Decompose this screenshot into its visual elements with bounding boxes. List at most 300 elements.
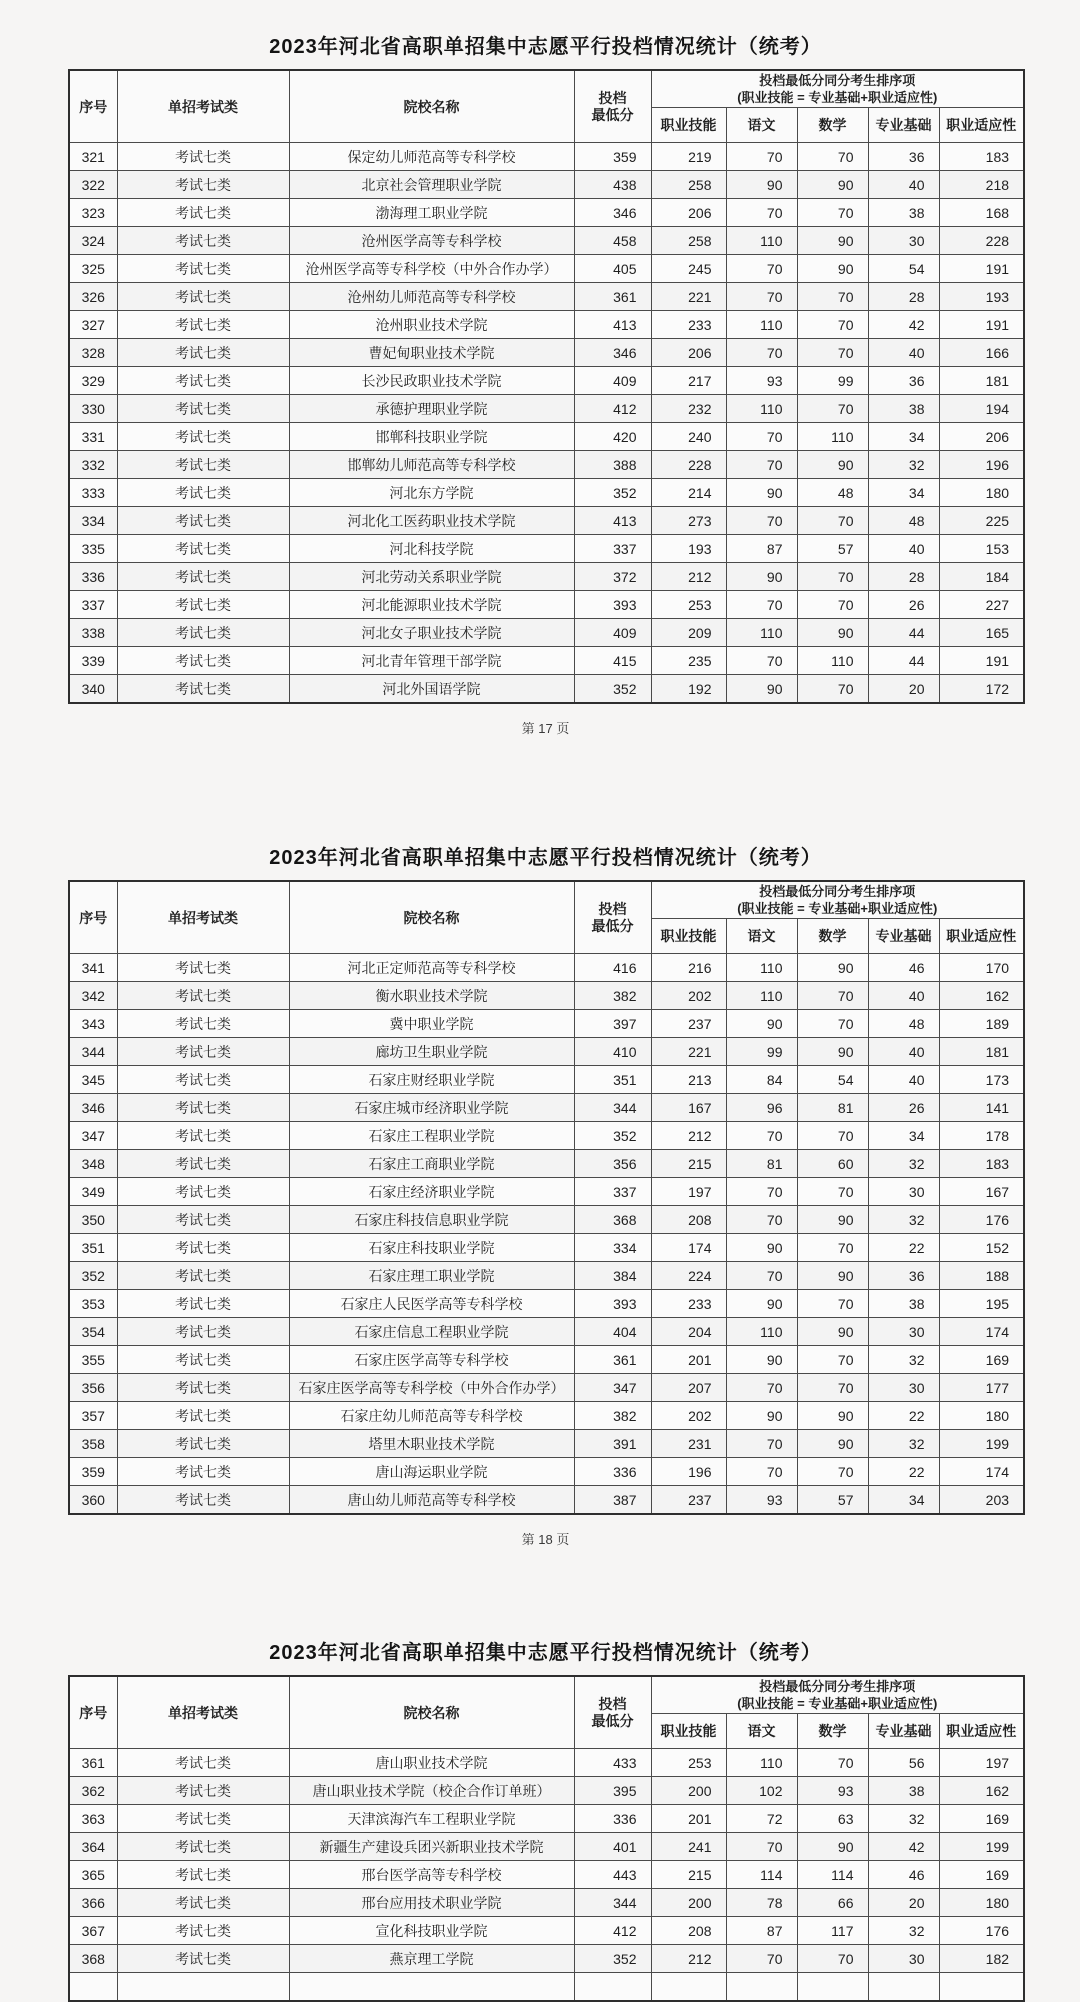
math-cell: 99 bbox=[797, 367, 868, 395]
professional-basis-cell: 54 bbox=[868, 255, 939, 283]
table-row bbox=[69, 1861, 1024, 1889]
empty-cell bbox=[868, 1973, 939, 2002]
math-cell: 70 bbox=[797, 1458, 868, 1486]
professional-adaptability-cell: 172 bbox=[939, 675, 1024, 704]
seq-cell: 345 bbox=[69, 1066, 117, 1094]
chinese-cell: 70 bbox=[726, 423, 797, 451]
chinese-cell: 96 bbox=[726, 1094, 797, 1122]
math-cell: 90 bbox=[797, 1206, 868, 1234]
category-cell: 考试七类 bbox=[117, 227, 289, 255]
professional-adaptability-cell: 180 bbox=[939, 1402, 1024, 1430]
col-header-professional-adaptability: 职业适应性 bbox=[939, 1714, 1024, 1749]
professional-adaptability-cell: 181 bbox=[939, 367, 1024, 395]
seq-cell: 344 bbox=[69, 1038, 117, 1066]
min-score-cell: 409 bbox=[574, 367, 651, 395]
professional-basis-cell: 46 bbox=[868, 954, 939, 982]
chinese-cell: 70 bbox=[726, 1458, 797, 1486]
empty-cell bbox=[651, 1973, 726, 2002]
school-cell: 衡水职业技术学院 bbox=[289, 982, 574, 1010]
vocational-skill-cell: 216 bbox=[651, 954, 726, 982]
professional-adaptability-cell: 228 bbox=[939, 227, 1024, 255]
professional-basis-cell: 30 bbox=[868, 1178, 939, 1206]
seq-cell: 358 bbox=[69, 1430, 117, 1458]
professional-adaptability-cell: 181 bbox=[939, 1038, 1024, 1066]
professional-adaptability-cell: 180 bbox=[939, 479, 1024, 507]
col-header-vocational-skill: 职业技能 bbox=[651, 1714, 726, 1749]
chinese-cell: 90 bbox=[726, 1290, 797, 1318]
category-cell: 考试七类 bbox=[117, 1402, 289, 1430]
professional-basis-cell: 36 bbox=[868, 367, 939, 395]
chinese-cell: 70 bbox=[726, 1945, 797, 1973]
vocational-skill-cell: 206 bbox=[651, 339, 726, 367]
table-row bbox=[69, 647, 1024, 675]
vocational-skill-cell: 214 bbox=[651, 479, 726, 507]
math-cell: 70 bbox=[797, 1178, 868, 1206]
professional-basis-cell: 32 bbox=[868, 1206, 939, 1234]
chinese-cell: 110 bbox=[726, 619, 797, 647]
math-cell: 48 bbox=[797, 479, 868, 507]
seq-cell: 343 bbox=[69, 1010, 117, 1038]
chinese-cell: 110 bbox=[726, 227, 797, 255]
chinese-cell: 90 bbox=[726, 675, 797, 704]
professional-basis-cell: 38 bbox=[868, 1777, 939, 1805]
vocational-skill-cell: 231 bbox=[651, 1430, 726, 1458]
table-row bbox=[69, 1833, 1024, 1861]
vocational-skill-cell: 273 bbox=[651, 507, 726, 535]
professional-basis-cell: 32 bbox=[868, 1917, 939, 1945]
vocational-skill-cell: 204 bbox=[651, 1318, 726, 1346]
table-row bbox=[69, 1262, 1024, 1290]
professional-adaptability-cell: 177 bbox=[939, 1374, 1024, 1402]
category-cell: 考试七类 bbox=[117, 1346, 289, 1374]
category-cell: 考试七类 bbox=[117, 1805, 289, 1833]
seq-cell: 366 bbox=[69, 1889, 117, 1917]
col-header-professional-basis: 专业基础 bbox=[868, 919, 939, 954]
school-cell: 廊坊卫生职业学院 bbox=[289, 1038, 574, 1066]
category-cell: 考试七类 bbox=[117, 1430, 289, 1458]
col-header-min-score: 投档 最低分 bbox=[574, 881, 651, 954]
school-cell: 沧州医学高等专科学校 bbox=[289, 227, 574, 255]
min-score-cell: 344 bbox=[574, 1889, 651, 1917]
seq-cell: 341 bbox=[69, 954, 117, 982]
category-cell: 考试七类 bbox=[117, 1010, 289, 1038]
professional-basis-cell: 46 bbox=[868, 1861, 939, 1889]
chinese-cell: 70 bbox=[726, 647, 797, 675]
min-score-cell: 412 bbox=[574, 395, 651, 423]
category-cell: 考试七类 bbox=[117, 535, 289, 563]
professional-adaptability-cell: 218 bbox=[939, 171, 1024, 199]
vocational-skill-cell: 201 bbox=[651, 1346, 726, 1374]
chinese-cell: 70 bbox=[726, 1206, 797, 1234]
math-cell: 90 bbox=[797, 1262, 868, 1290]
school-cell: 唐山海运职业学院 bbox=[289, 1458, 574, 1486]
school-cell: 唐山职业技术学院（校企合作订单班） bbox=[289, 1777, 574, 1805]
professional-adaptability-cell: 162 bbox=[939, 1777, 1024, 1805]
vocational-skill-cell: 208 bbox=[651, 1917, 726, 1945]
min-score-cell: 346 bbox=[574, 199, 651, 227]
seq-cell: 322 bbox=[69, 171, 117, 199]
vocational-skill-cell: 212 bbox=[651, 563, 726, 591]
school-cell: 沧州医学高等专科学校（中外合作办学） bbox=[289, 255, 574, 283]
professional-adaptability-cell: 168 bbox=[939, 199, 1024, 227]
vocational-skill-cell: 213 bbox=[651, 1066, 726, 1094]
col-header-min-score: 投档 最低分 bbox=[574, 1676, 651, 1749]
math-cell: 81 bbox=[797, 1094, 868, 1122]
chinese-cell: 110 bbox=[726, 1749, 797, 1777]
empty-cell bbox=[574, 1973, 651, 2002]
table-header bbox=[69, 70, 1024, 143]
col-header-math: 数学 bbox=[797, 1714, 868, 1749]
math-cell: 90 bbox=[797, 1402, 868, 1430]
vocational-skill-cell: 258 bbox=[651, 171, 726, 199]
vocational-skill-cell: 215 bbox=[651, 1150, 726, 1178]
chinese-cell: 70 bbox=[726, 283, 797, 311]
vocational-skill-cell: 202 bbox=[651, 982, 726, 1010]
school-cell: 石家庄城市经济职业学院 bbox=[289, 1094, 574, 1122]
table-row bbox=[69, 1430, 1024, 1458]
professional-basis-cell: 44 bbox=[868, 647, 939, 675]
professional-adaptability-cell: 191 bbox=[939, 647, 1024, 675]
math-cell: 90 bbox=[797, 619, 868, 647]
vocational-skill-cell: 200 bbox=[651, 1889, 726, 1917]
category-cell: 考试七类 bbox=[117, 507, 289, 535]
seq-cell: 360 bbox=[69, 1486, 117, 1515]
math-cell: 70 bbox=[797, 591, 868, 619]
chinese-cell: 90 bbox=[726, 1346, 797, 1374]
col-header-chinese: 语文 bbox=[726, 108, 797, 143]
min-score-cell: 413 bbox=[574, 311, 651, 339]
math-cell: 70 bbox=[797, 311, 868, 339]
seq-cell: 330 bbox=[69, 395, 117, 423]
category-cell: 考试七类 bbox=[117, 255, 289, 283]
vocational-skill-cell: 212 bbox=[651, 1122, 726, 1150]
table-row bbox=[69, 1749, 1024, 1777]
professional-adaptability-cell: 176 bbox=[939, 1206, 1024, 1234]
school-cell: 塔里木职业技术学院 bbox=[289, 1430, 574, 1458]
table-header bbox=[69, 881, 1024, 954]
col-header-seq: 序号 bbox=[69, 881, 117, 954]
category-cell: 考试七类 bbox=[117, 143, 289, 171]
math-cell: 57 bbox=[797, 535, 868, 563]
vocational-skill-cell: 174 bbox=[651, 1234, 726, 1262]
seq-cell: 359 bbox=[69, 1458, 117, 1486]
professional-basis-cell: 40 bbox=[868, 339, 939, 367]
category-cell: 考试七类 bbox=[117, 647, 289, 675]
seq-cell: 332 bbox=[69, 451, 117, 479]
table-row bbox=[69, 1917, 1024, 1945]
vocational-skill-cell: 208 bbox=[651, 1206, 726, 1234]
math-cell: 70 bbox=[797, 1346, 868, 1374]
vocational-skill-cell: 202 bbox=[651, 1402, 726, 1430]
vocational-skill-cell: 192 bbox=[651, 675, 726, 704]
math-cell: 90 bbox=[797, 255, 868, 283]
col-header-vocational-skill: 职业技能 bbox=[651, 108, 726, 143]
chinese-cell: 70 bbox=[726, 339, 797, 367]
math-cell: 90 bbox=[797, 451, 868, 479]
math-cell: 66 bbox=[797, 1889, 868, 1917]
school-cell: 北京社会管理职业学院 bbox=[289, 171, 574, 199]
seq-cell: 355 bbox=[69, 1346, 117, 1374]
professional-adaptability-cell: 183 bbox=[939, 1150, 1024, 1178]
chinese-cell: 70 bbox=[726, 507, 797, 535]
table-row bbox=[69, 199, 1024, 227]
seq-cell: 348 bbox=[69, 1150, 117, 1178]
table-row bbox=[69, 1346, 1024, 1374]
vocational-skill-cell: 235 bbox=[651, 647, 726, 675]
min-score-cell: 387 bbox=[574, 1486, 651, 1515]
chinese-cell: 70 bbox=[726, 1833, 797, 1861]
math-cell: 70 bbox=[797, 1290, 868, 1318]
school-cell: 河北外国语学院 bbox=[289, 675, 574, 704]
chinese-cell: 90 bbox=[726, 563, 797, 591]
math-cell: 110 bbox=[797, 647, 868, 675]
seq-cell: 367 bbox=[69, 1917, 117, 1945]
chinese-cell: 90 bbox=[726, 1402, 797, 1430]
table-row bbox=[69, 1094, 1024, 1122]
chinese-cell: 70 bbox=[726, 1122, 797, 1150]
chinese-cell: 87 bbox=[726, 535, 797, 563]
col-header-category: 单招考试类 bbox=[117, 881, 289, 954]
category-cell: 考试七类 bbox=[117, 395, 289, 423]
school-cell: 河北劳动关系职业学院 bbox=[289, 563, 574, 591]
seq-cell: 349 bbox=[69, 1178, 117, 1206]
math-cell: 90 bbox=[797, 1038, 868, 1066]
table-row bbox=[69, 535, 1024, 563]
seq-cell: 339 bbox=[69, 647, 117, 675]
table-row bbox=[69, 451, 1024, 479]
professional-basis-cell: 20 bbox=[868, 1889, 939, 1917]
min-score-cell: 361 bbox=[574, 1346, 651, 1374]
min-score-cell: 412 bbox=[574, 1917, 651, 1945]
math-cell: 90 bbox=[797, 171, 868, 199]
category-cell: 考试七类 bbox=[117, 1262, 289, 1290]
empty-cell bbox=[726, 1973, 797, 2002]
category-cell: 考试七类 bbox=[117, 1917, 289, 1945]
category-cell: 考试七类 bbox=[117, 1486, 289, 1515]
professional-adaptability-cell: 167 bbox=[939, 1178, 1024, 1206]
vocational-skill-cell: 212 bbox=[651, 1945, 726, 1973]
professional-basis-cell: 48 bbox=[868, 507, 939, 535]
seq-cell: 329 bbox=[69, 367, 117, 395]
min-score-cell: 415 bbox=[574, 647, 651, 675]
admission-stats-table bbox=[68, 880, 1025, 1515]
professional-adaptability-cell: 227 bbox=[939, 591, 1024, 619]
vocational-skill-cell: 221 bbox=[651, 283, 726, 311]
col-header-tiebreak-group: 投档最低分同分考生排序项 (职业技能 = 专业基础+职业适应性) bbox=[651, 70, 1024, 108]
col-header-category: 单招考试类 bbox=[117, 1676, 289, 1749]
professional-adaptability-cell: 165 bbox=[939, 619, 1024, 647]
school-cell: 长沙民政职业技术学院 bbox=[289, 367, 574, 395]
table-row bbox=[69, 1150, 1024, 1178]
min-score-cell: 352 bbox=[574, 1945, 651, 1973]
col-header-professional-basis: 专业基础 bbox=[868, 108, 939, 143]
empty-cell bbox=[289, 1973, 574, 2002]
chinese-cell: 110 bbox=[726, 311, 797, 339]
col-header-professional-adaptability: 职业适应性 bbox=[939, 919, 1024, 954]
col-header-tiebreak-group: 投档最低分同分考生排序项 (职业技能 = 专业基础+职业适应性) bbox=[651, 881, 1024, 919]
professional-adaptability-cell: 188 bbox=[939, 1262, 1024, 1290]
professional-adaptability-cell: 169 bbox=[939, 1805, 1024, 1833]
table-row bbox=[69, 1178, 1024, 1206]
professional-basis-cell: 38 bbox=[868, 395, 939, 423]
math-cell: 90 bbox=[797, 1833, 868, 1861]
table-row bbox=[69, 283, 1024, 311]
vocational-skill-cell: 196 bbox=[651, 1458, 726, 1486]
seq-cell: 327 bbox=[69, 311, 117, 339]
professional-adaptability-cell: 166 bbox=[939, 339, 1024, 367]
table-row-clipped bbox=[69, 1973, 1024, 2002]
table-row bbox=[69, 395, 1024, 423]
category-cell: 考试七类 bbox=[117, 171, 289, 199]
math-cell: 90 bbox=[797, 954, 868, 982]
table-row bbox=[69, 1290, 1024, 1318]
professional-adaptability-cell: 206 bbox=[939, 423, 1024, 451]
professional-basis-cell: 42 bbox=[868, 311, 939, 339]
math-cell: 70 bbox=[797, 199, 868, 227]
math-cell: 70 bbox=[797, 507, 868, 535]
col-header-professional-adaptability: 职业适应性 bbox=[939, 108, 1024, 143]
min-score-cell: 346 bbox=[574, 339, 651, 367]
professional-basis-cell: 32 bbox=[868, 1430, 939, 1458]
chinese-cell: 70 bbox=[726, 591, 797, 619]
min-score-cell: 359 bbox=[574, 143, 651, 171]
min-score-cell: 347 bbox=[574, 1374, 651, 1402]
vocational-skill-cell: 207 bbox=[651, 1374, 726, 1402]
professional-adaptability-cell: 176 bbox=[939, 1917, 1024, 1945]
min-score-cell: 337 bbox=[574, 1178, 651, 1206]
professional-basis-cell: 40 bbox=[868, 535, 939, 563]
category-cell: 考试七类 bbox=[117, 283, 289, 311]
min-score-cell: 458 bbox=[574, 227, 651, 255]
school-cell: 曹妃甸职业技术学院 bbox=[289, 339, 574, 367]
professional-adaptability-cell: 153 bbox=[939, 535, 1024, 563]
category-cell: 考试七类 bbox=[117, 1777, 289, 1805]
professional-adaptability-cell: 173 bbox=[939, 1066, 1024, 1094]
min-score-cell: 384 bbox=[574, 1262, 651, 1290]
category-cell: 考试七类 bbox=[117, 1889, 289, 1917]
school-cell: 河北东方学院 bbox=[289, 479, 574, 507]
professional-basis-cell: 22 bbox=[868, 1234, 939, 1262]
chinese-cell: 70 bbox=[726, 1178, 797, 1206]
school-cell: 沧州幼儿师范高等专科学校 bbox=[289, 283, 574, 311]
category-cell: 考试七类 bbox=[117, 1066, 289, 1094]
math-cell: 70 bbox=[797, 1122, 868, 1150]
min-score-cell: 409 bbox=[574, 619, 651, 647]
category-cell: 考试七类 bbox=[117, 367, 289, 395]
category-cell: 考试七类 bbox=[117, 1234, 289, 1262]
min-score-cell: 404 bbox=[574, 1318, 651, 1346]
professional-adaptability-cell: 191 bbox=[939, 311, 1024, 339]
category-cell: 考试七类 bbox=[117, 1861, 289, 1889]
report-title: 2023年河北省高职单招集中志愿平行投档情况统计（统考） bbox=[269, 1642, 822, 1664]
table-body bbox=[69, 1749, 1024, 2002]
table-row bbox=[69, 171, 1024, 199]
professional-basis-cell: 20 bbox=[868, 675, 939, 704]
math-cell: 70 bbox=[797, 1234, 868, 1262]
professional-basis-cell: 30 bbox=[868, 1318, 939, 1346]
col-header-seq: 序号 bbox=[69, 1676, 117, 1749]
seq-cell: 325 bbox=[69, 255, 117, 283]
category-cell: 考试七类 bbox=[117, 619, 289, 647]
empty-cell bbox=[117, 1973, 289, 2002]
min-score-cell: 352 bbox=[574, 1122, 651, 1150]
min-score-cell: 443 bbox=[574, 1861, 651, 1889]
min-score-cell: 391 bbox=[574, 1430, 651, 1458]
category-cell: 考试七类 bbox=[117, 479, 289, 507]
category-cell: 考试七类 bbox=[117, 1150, 289, 1178]
category-cell: 考试七类 bbox=[117, 1749, 289, 1777]
vocational-skill-cell: 241 bbox=[651, 1833, 726, 1861]
chinese-cell: 110 bbox=[726, 1318, 797, 1346]
school-cell: 燕京理工学院 bbox=[289, 1945, 574, 1973]
col-header-school: 院校名称 bbox=[289, 881, 574, 954]
school-cell: 石家庄医学高等专科学校 bbox=[289, 1346, 574, 1374]
col-header-chinese: 语文 bbox=[726, 1714, 797, 1749]
school-cell: 天津滨海汽车工程职业学院 bbox=[289, 1805, 574, 1833]
min-score-cell: 337 bbox=[574, 535, 651, 563]
min-score-cell: 372 bbox=[574, 563, 651, 591]
table-row bbox=[69, 1010, 1024, 1038]
chinese-cell: 70 bbox=[726, 199, 797, 227]
min-score-cell: 395 bbox=[574, 1777, 651, 1805]
professional-adaptability-cell: 199 bbox=[939, 1430, 1024, 1458]
chinese-cell: 81 bbox=[726, 1150, 797, 1178]
professional-adaptability-cell: 203 bbox=[939, 1486, 1024, 1515]
school-cell: 石家庄医学高等专科学校（中外合作办学） bbox=[289, 1374, 574, 1402]
professional-basis-cell: 42 bbox=[868, 1833, 939, 1861]
math-cell: 70 bbox=[797, 395, 868, 423]
seq-cell: 362 bbox=[69, 1777, 117, 1805]
report-title: 2023年河北省高职单招集中志愿平行投档情况统计（统考） bbox=[269, 36, 822, 58]
math-cell: 70 bbox=[797, 1945, 868, 1973]
school-cell: 邯郸幼儿师范高等专科学校 bbox=[289, 451, 574, 479]
professional-adaptability-cell: 189 bbox=[939, 1010, 1024, 1038]
professional-adaptability-cell: 174 bbox=[939, 1458, 1024, 1486]
min-score-cell: 405 bbox=[574, 255, 651, 283]
seq-cell: 336 bbox=[69, 563, 117, 591]
min-score-cell: 361 bbox=[574, 283, 651, 311]
vocational-skill-cell: 253 bbox=[651, 591, 726, 619]
chinese-cell: 90 bbox=[726, 1010, 797, 1038]
school-cell: 邢台应用技术职业学院 bbox=[289, 1889, 574, 1917]
table-row bbox=[69, 675, 1024, 704]
vocational-skill-cell: 237 bbox=[651, 1486, 726, 1515]
school-cell: 唐山职业技术学院 bbox=[289, 1749, 574, 1777]
chinese-cell: 93 bbox=[726, 367, 797, 395]
professional-basis-cell: 32 bbox=[868, 1805, 939, 1833]
seq-cell: 368 bbox=[69, 1945, 117, 1973]
professional-basis-cell: 34 bbox=[868, 1122, 939, 1150]
vocational-skill-cell: 232 bbox=[651, 395, 726, 423]
vocational-skill-cell: 253 bbox=[651, 1749, 726, 1777]
seq-cell: 351 bbox=[69, 1234, 117, 1262]
min-score-cell: 438 bbox=[574, 171, 651, 199]
school-cell: 唐山幼儿师范高等专科学校 bbox=[289, 1486, 574, 1515]
school-cell: 沧州职业技术学院 bbox=[289, 311, 574, 339]
professional-basis-cell: 34 bbox=[868, 423, 939, 451]
seq-cell: 331 bbox=[69, 423, 117, 451]
category-cell: 考试七类 bbox=[117, 1374, 289, 1402]
report-title: 2023年河北省高职单招集中志愿平行投档情况统计（统考） bbox=[269, 847, 822, 869]
professional-adaptability-cell: 193 bbox=[939, 283, 1024, 311]
vocational-skill-cell: 228 bbox=[651, 451, 726, 479]
professional-basis-cell: 36 bbox=[868, 1262, 939, 1290]
category-cell: 考试七类 bbox=[117, 954, 289, 982]
vocational-skill-cell: 167 bbox=[651, 1094, 726, 1122]
seq-cell: 354 bbox=[69, 1318, 117, 1346]
empty-cell bbox=[69, 1973, 117, 2002]
math-cell: 114 bbox=[797, 1861, 868, 1889]
